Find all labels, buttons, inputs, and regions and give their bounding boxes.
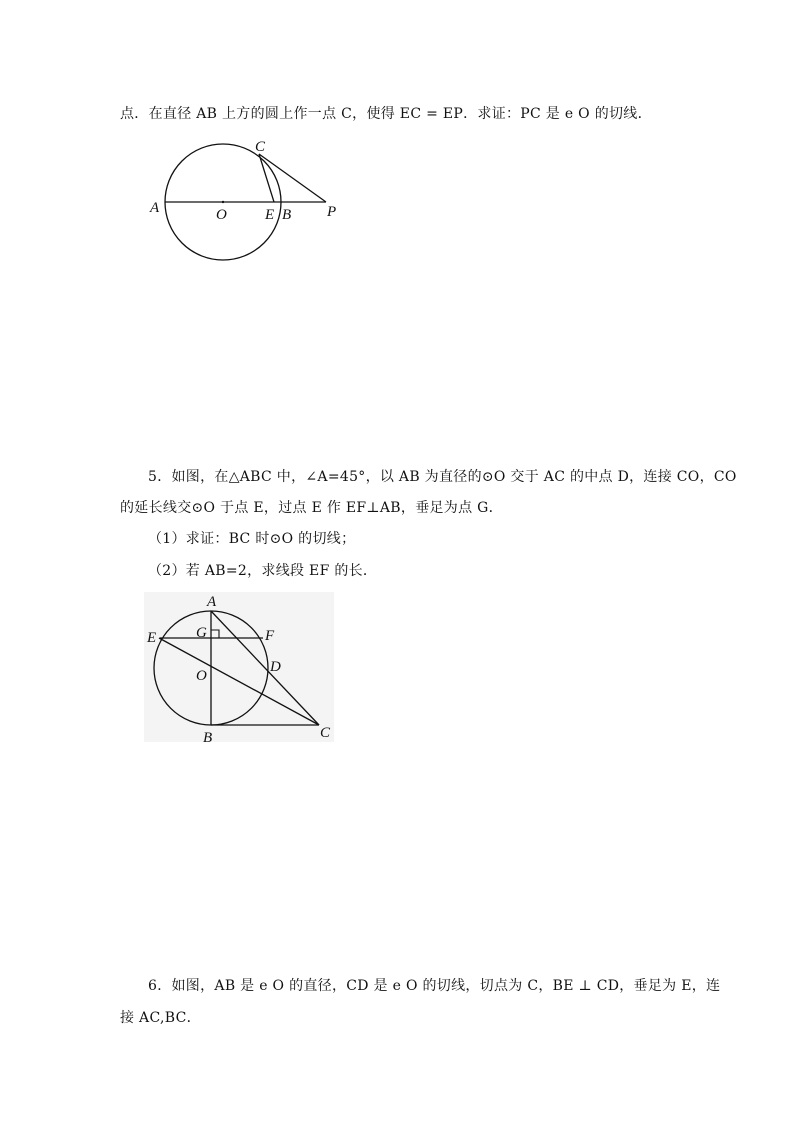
problem5-part1: （1）求证：BC 时⊙O 的切线； [148,531,356,547]
label-O: O [216,207,227,223]
problem4-text-line1: 点．在直径 AB 上方的圆上作一点 C，使得 EC = EP．求证：PC 是 e O 的切线． [120,106,652,122]
problem6-text-line1: 6．如图，AB 是 e O 的直径，CD 是 e O 的切线，切点为 C，BE ⊥ CD，垂足为 E，连 [148,978,721,994]
label-A: A [150,200,160,216]
label-C: C [320,725,331,741]
problem6-text-line2: 接 AC,BC． [120,1010,201,1026]
label-P: P [327,204,337,220]
label-E: E [265,207,275,223]
problem5-part2: （2）若 AB=2，求线段 EF 的长． [148,563,378,579]
problem4-figure [140,136,350,270]
label-B: B [203,730,213,742]
label-B: B [282,207,292,223]
problem5-text-line2: 的延长线交⊙O 于点 E，过点 E 作 EF⊥AB，垂足为点 G． [120,500,503,516]
label-O: O [196,668,207,684]
label-C: C [255,139,266,155]
label-E: E [147,630,157,646]
problem5-figure [144,592,334,742]
label-G: G [196,625,207,641]
label-F: F [265,628,275,644]
label-D: D [270,659,281,675]
problem5-text-line1: 5．如图，在△ABC 中，∠A=45°，以 AB 为直径的⊙O 交于 AC 的中点 D，连接 CO，CO [148,469,737,485]
label-A: A [207,594,217,610]
